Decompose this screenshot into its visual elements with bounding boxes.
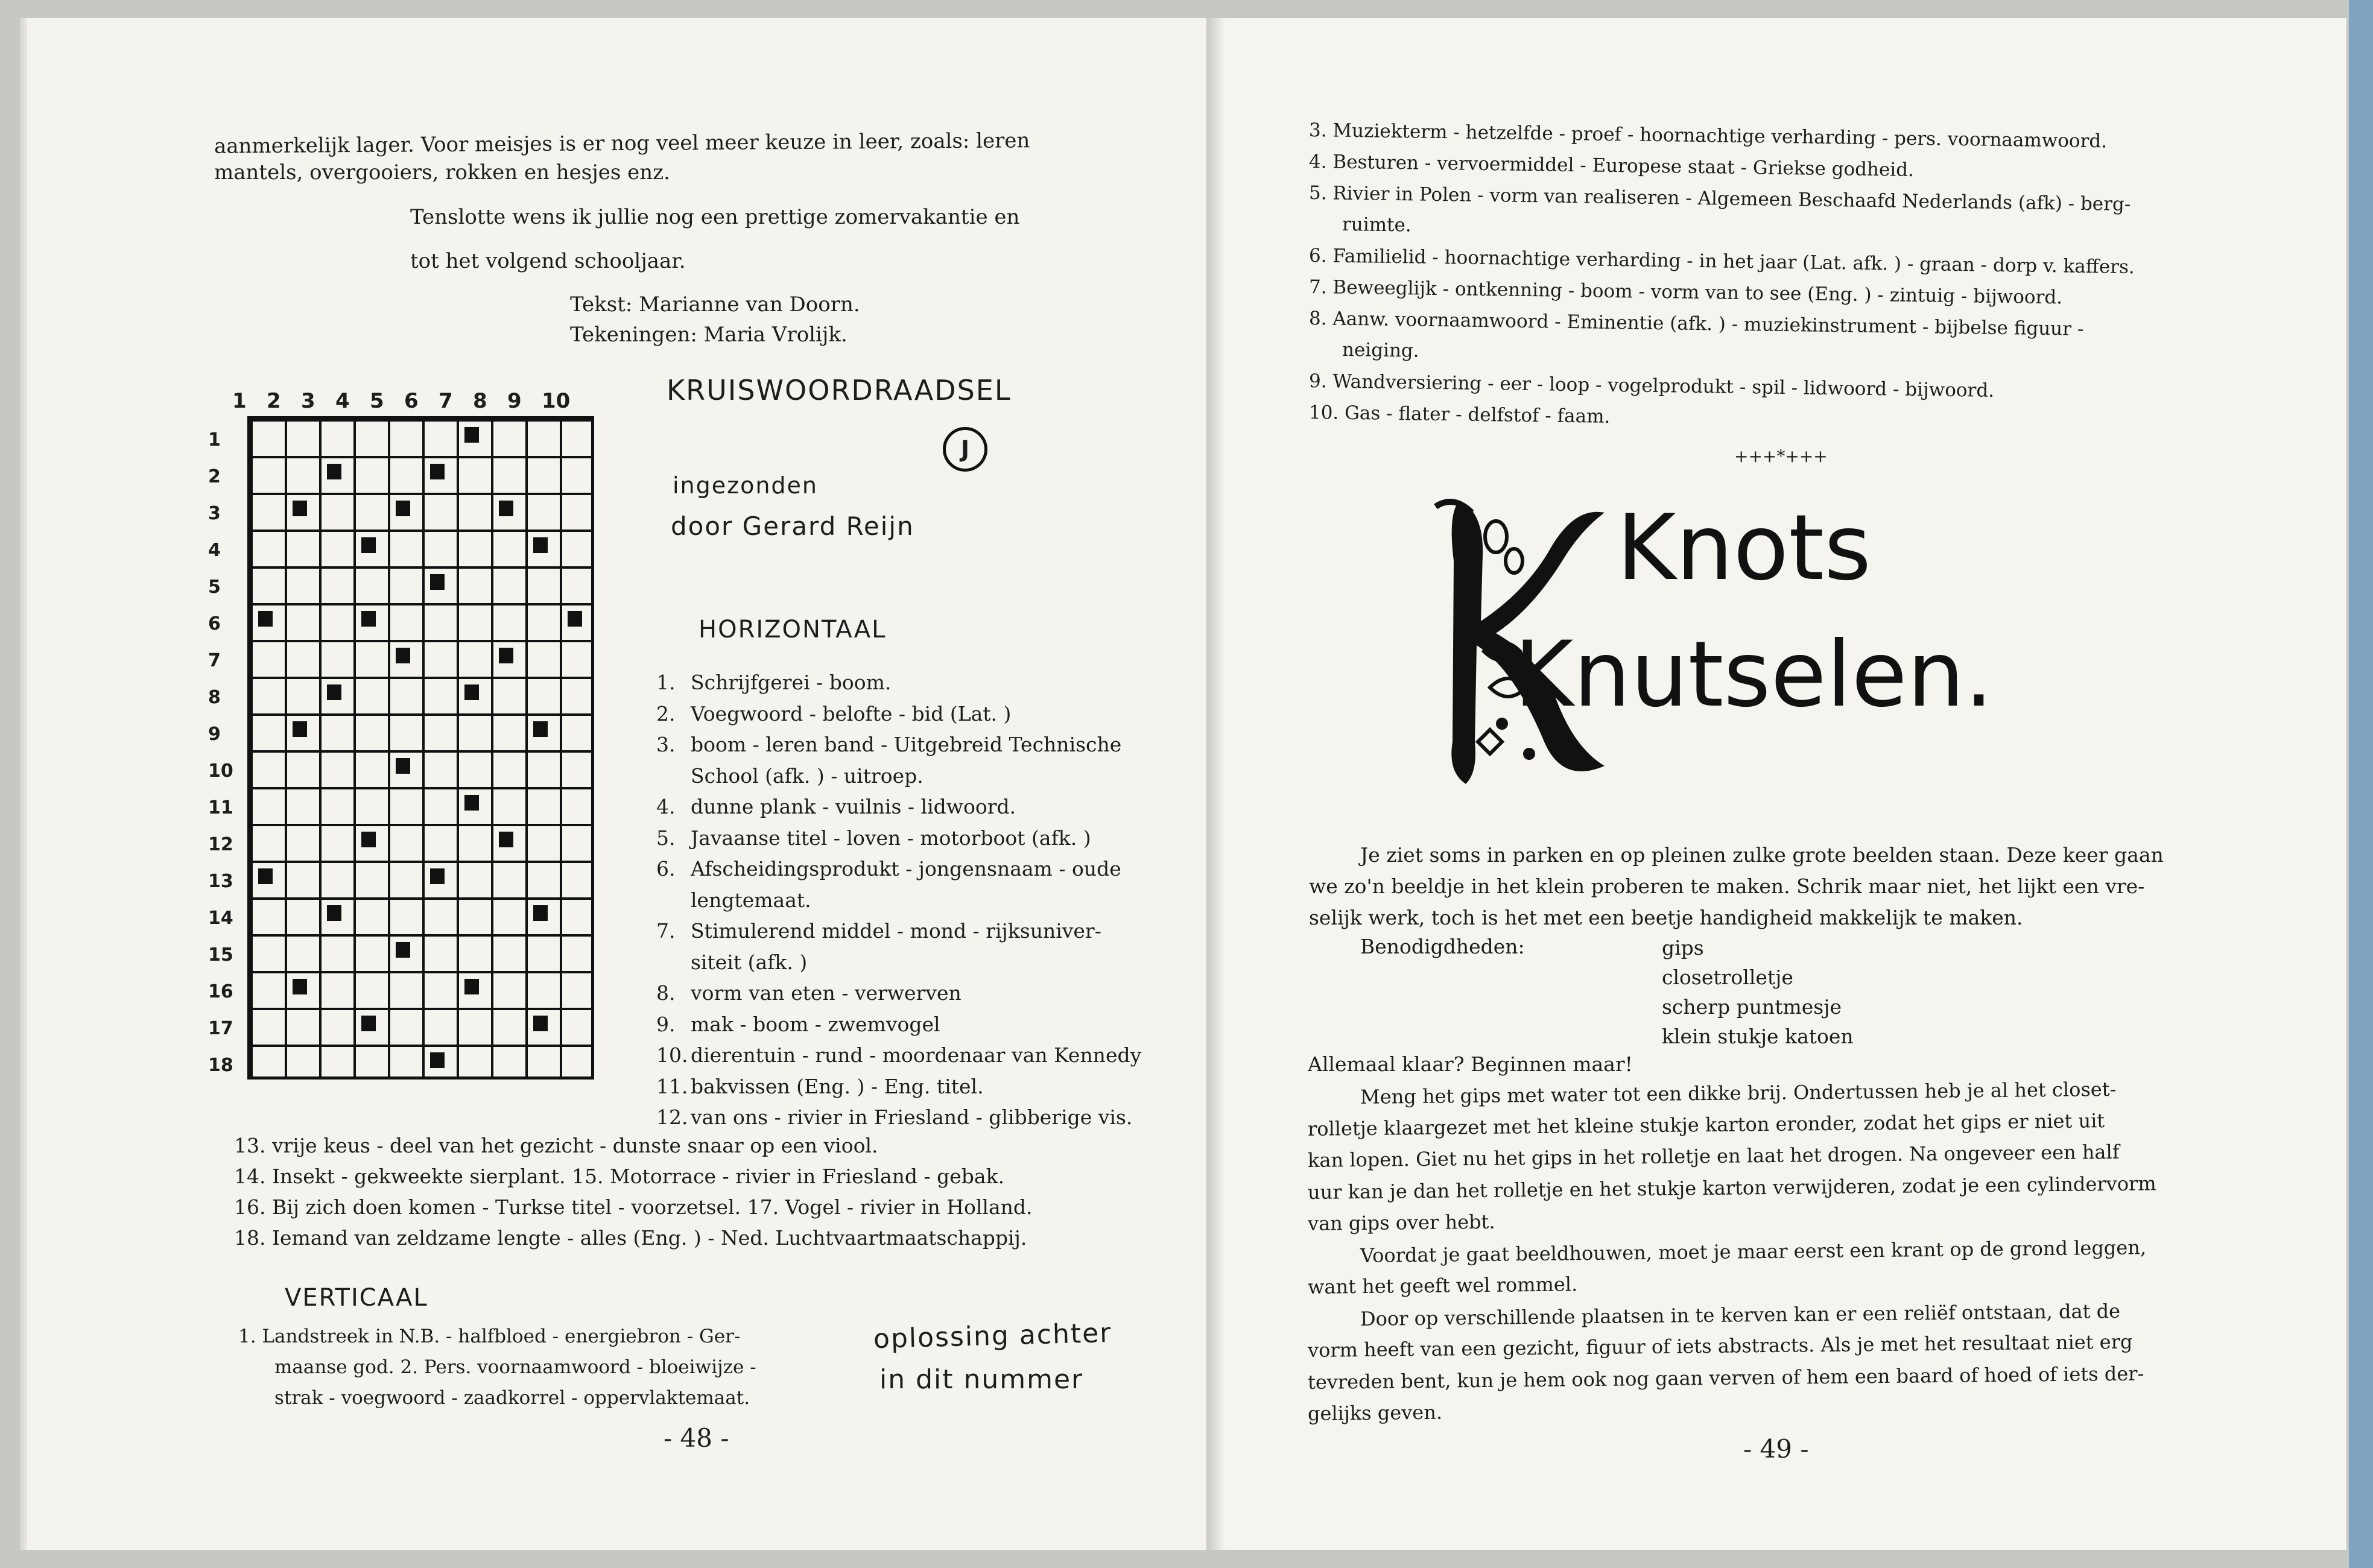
row-number: 8 (208, 687, 221, 708)
column-number: 9 (507, 389, 522, 413)
clue-line: strak - voegwoord - zaadkorrel - oppervlaktemaat. (274, 1387, 750, 1409)
column-number: 2 (267, 389, 281, 413)
page-number-left: - 48 - (664, 1423, 729, 1453)
clue-line: 10. Gas - flater - delfstof - faam. (1308, 402, 1611, 428)
clue-text: dunne plank - vuilnis - lidwoord. (691, 795, 1016, 818)
intro-line-2: mantels, overgooiers, rokken en hesjes enz. (214, 160, 670, 185)
step-line: Voordat je gaat beeldhouwen, moet je maar eerst een krant op de grond leggen, (1360, 1235, 2147, 1267)
clue-line: 4. Besturen - vervoermiddel - Europese staat - Griekse godheid. (1308, 151, 1915, 182)
intro-line-1: aanmerkelijk lager. Voor meisjes is er nog veel meer keuze in leer, zoals: leren (214, 128, 1030, 159)
row-number: 2 (208, 466, 221, 487)
body-line: selijk werk, toch is het met een beetje handigheid makkelijk te maken. (1309, 906, 2023, 929)
clue-number: 2. (656, 701, 676, 726)
crossword-black-square (533, 721, 548, 737)
clue-text: Voegwoord - belofte - bid (Lat. ) (691, 701, 1012, 726)
crossword-black-square (396, 501, 410, 516)
clue-line: neiging. (1342, 339, 1419, 362)
credit-drawings: Tekeningen: Maria Vrolijk. (570, 323, 848, 347)
crossword-black-square (499, 501, 513, 516)
crossword-black-square (464, 684, 479, 700)
row-number: 9 (208, 724, 221, 745)
row-number: 17 (208, 1018, 233, 1039)
clue-number: 12. (656, 1105, 688, 1129)
clue-line: 3. Muziekterm - hetzelfde - proef - hoornachtige verharding - pers. voornaamwoord. (1308, 119, 2108, 153)
clue-number: 8. (656, 981, 676, 1005)
crossword-black-square (361, 611, 376, 627)
clue-line: 1. Landstreek in N.B. - halfbloed - energiebron - Ger- (238, 1326, 741, 1347)
crossword-black-square (327, 464, 341, 479)
row-number: 3 (208, 503, 221, 524)
step-line: tevreden bent, kun je hem ook nog gaan verven of hem een baard of hoed of iets der- (1307, 1361, 2144, 1394)
separator: +++*+++ (1734, 446, 1828, 466)
clue-line: 9. Wandversiering - eer - loop - vogelprodukt - spil - lidwoord - bijwoord. (1308, 370, 1995, 402)
clue-number: 1. (656, 671, 676, 694)
knots-knutselen-logo (1424, 488, 2111, 802)
step-line: uur kan je dan het rolletje en het stukje karton verwijderen, zodat je een cylindervorm (1307, 1171, 2156, 1204)
row-number: 1 (208, 429, 221, 450)
submitted-line-1: ingezonden (673, 472, 819, 499)
crossword-black-square (430, 868, 445, 884)
step-line: Door op verschillende plaatsen in te kerven kan er een reliëf ontstaan, dat de (1360, 1299, 2121, 1330)
row-number: 16 (208, 981, 233, 1002)
solution-note-line-1: oplossing achter (873, 1317, 1112, 1355)
crossword-black-square (464, 427, 479, 443)
clue-number: 6. (656, 857, 676, 880)
clue-number: 3. (656, 733, 676, 756)
column-number: 5 (370, 389, 384, 413)
ready-line: Allemaal klaar? Beginnen maar! (1308, 1052, 1633, 1076)
crossword-black-square (464, 795, 479, 811)
page-number-right: - 49 - (1743, 1434, 1809, 1464)
clue-text: dierentuin - rund - moordenaar van Kennedy (691, 1043, 1142, 1067)
row-number: 7 (208, 650, 221, 671)
step-line: rolletje klaargezet met het kleine stukje karton eronder, zodat het gips er niet uit (1307, 1108, 2105, 1140)
clue-number: 9. (656, 1012, 676, 1036)
clue-text: School (afk. ) - uitroep. (691, 763, 924, 788)
needs-item: klein stukje katoen (1662, 1025, 1854, 1048)
logo-word-2: Knutselen. (1514, 622, 1994, 727)
row-number: 4 (208, 540, 221, 561)
needs-label: Benodigdheden: (1360, 935, 1525, 958)
clue-text: bakvissen (Eng. ) - Eng. titel. (691, 1074, 984, 1098)
crossword-black-square (258, 611, 273, 627)
column-number: 4 (335, 389, 350, 413)
clue-line: 6. Familielid - hoornachtige verharding - in het jaar (Lat. afk. ) - graan - dorp v. kaffers. (1308, 245, 2135, 279)
clue-text: Javaanse titel - loven - motorboot (afk. ) (691, 826, 1091, 850)
blue-background-edge (2349, 0, 2373, 1568)
step-line: vorm heeft van een gezicht, figuur of iets abstracts. Als je met het resultaat niet erg (1307, 1330, 2133, 1362)
column-number: 7 (439, 389, 453, 413)
clue-text: van ons - rivier in Friesland - glibberige vis. (691, 1105, 1133, 1129)
crossword-black-square (327, 684, 341, 700)
row-number: 18 (208, 1055, 233, 1076)
needs-item: closetrolletje (1662, 966, 1793, 989)
crossword-black-square (464, 979, 479, 994)
step-line: gelijks geven. (1307, 1400, 1443, 1425)
crossword-black-square (293, 979, 307, 994)
column-number: 3 (301, 389, 315, 413)
clue-line: 5. Rivier in Polen - vorm van realiseren - Algemeen Beschaafd Nederlands (afk) - berg- (1308, 182, 2131, 216)
closing-line-2: tot het volgend schooljaar. (410, 249, 686, 273)
crossword-black-square (430, 1052, 445, 1068)
row-number: 15 (208, 944, 233, 966)
crossword-black-square (396, 942, 410, 958)
horizontal-heading: HORIZONTAAL (699, 616, 887, 643)
crossword-black-square (533, 905, 548, 921)
crossword-black-square (361, 537, 376, 553)
clue-number: 10. (656, 1043, 688, 1067)
clue-text: Schrijfgerei - boom. (691, 671, 892, 694)
clue-line: ruimte. (1342, 213, 1412, 236)
clue-number: 4. (656, 795, 676, 818)
clue-text: boom - leren band - Uitgebreid Technische (691, 733, 1122, 756)
clue-number: 7. (656, 919, 676, 943)
clue-line: 18. Iemand van zeldzame lengte - alles (Eng. ) - Ned. Luchtvaartmaatschappij. (234, 1226, 1027, 1250)
column-number: 10 (542, 389, 571, 413)
needs-item: gips (1662, 936, 1704, 959)
crossword-black-square (533, 537, 548, 553)
crossword-black-square (499, 648, 513, 663)
column-number: 1 (232, 389, 247, 413)
clue-line: maanse god. 2. Pers. voornaamwoord - bloeiwijze - (274, 1356, 756, 1378)
crossword-black-square (396, 758, 410, 774)
crossword-black-square (258, 868, 273, 884)
crossword-title: KRUISWOORDRAADSEL (667, 374, 1012, 406)
row-number: 13 (208, 871, 233, 892)
credit-text: Tekst: Marianne van Doorn. (570, 292, 860, 317)
vertical-heading: VERTICAAL (285, 1284, 428, 1312)
crossword-black-square (396, 648, 410, 663)
clue-number: 11. (656, 1074, 688, 1098)
step-line: want het geeft wel rommel. (1307, 1272, 1578, 1298)
clue-line: 13. vrije keus - deel van het gezicht - dunste snaar op een viool. (234, 1134, 878, 1157)
crossword-black-square (293, 501, 307, 516)
step-line: kan lopen. Giet nu het gips in het rolletje en laat het drogen. Na ongeveer een half (1307, 1140, 2120, 1172)
clue-line: 8. Aanw. voornaamwoord - Eminentie (afk. ) - muziekinstrument - bijbelse figuur - (1308, 308, 2084, 340)
clue-text: vorm van eten - verwerven (691, 981, 962, 1005)
column-number: 6 (404, 389, 419, 413)
clue-number: 5. (656, 826, 676, 850)
clue-text: Stimulerend middel - mond - rijksuniver- (691, 919, 1101, 943)
clue-text: lengtemaat. (691, 888, 811, 912)
row-number: 12 (208, 834, 233, 855)
row-number: 11 (208, 797, 233, 818)
clue-text: Afscheidingsprodukt - jongensnaam - oude (691, 857, 1121, 880)
needs-item: scherp puntmesje (1662, 995, 1842, 1019)
crossword-black-square (430, 464, 445, 479)
crossword-black-square (533, 1016, 548, 1031)
clue-line: 16. Bij zich doen komen - Turkse titel - voorzetsel. 17. Vogel - rivier in Holland. (234, 1195, 1033, 1219)
crossword-black-square (499, 832, 513, 847)
crossword-black-square (430, 574, 445, 590)
row-number: 6 (208, 613, 221, 634)
step-line: van gips over hebt. (1307, 1210, 1495, 1235)
step-line: Meng het gips met water tot een dikke brij. Ondertussen heb je al het closet- (1360, 1077, 2117, 1108)
badge-j-icon: J (943, 427, 987, 472)
crossword-black-square (327, 905, 341, 921)
clue-text: mak - boom - zwemvogel (691, 1012, 940, 1036)
crossword-black-square (293, 721, 307, 737)
solution-note-line-2: in dit nummer (879, 1364, 1084, 1395)
crossword-black-square (568, 611, 582, 627)
column-number: 8 (473, 389, 487, 413)
clue-text: siteit (afk. ) (691, 950, 808, 974)
submitted-line-2: door Gerard Reijn (671, 511, 914, 541)
row-number: 10 (208, 760, 233, 782)
crossword-black-square (361, 1016, 376, 1031)
closing-line-1: Tenslotte wens ik jullie nog een prettige zomervakantie en (410, 205, 1020, 229)
row-number: 14 (208, 908, 233, 929)
body-line: Je ziet soms in parken en op pleinen zulke grote beelden staan. Deze keer gaan (1360, 843, 2164, 867)
clue-line: 7. Beweeglijk - ontkenning - boom - vorm van to see (Eng. ) - zintuig - bijwoord. (1308, 276, 2063, 309)
row-number: 5 (208, 577, 221, 598)
crossword-black-square (361, 832, 376, 847)
clue-line: 14. Insekt - gekweekte sierplant. 15. Motorrace - rivier in Friesland - gebak. (234, 1165, 1005, 1188)
book-spine (1206, 18, 1225, 1550)
body-line: we zo'n beeldje in het klein proberen te maken. Schrik maar niet, het lijkt een vre- (1309, 874, 2145, 898)
logo-word-1: Knots (1617, 496, 1872, 601)
